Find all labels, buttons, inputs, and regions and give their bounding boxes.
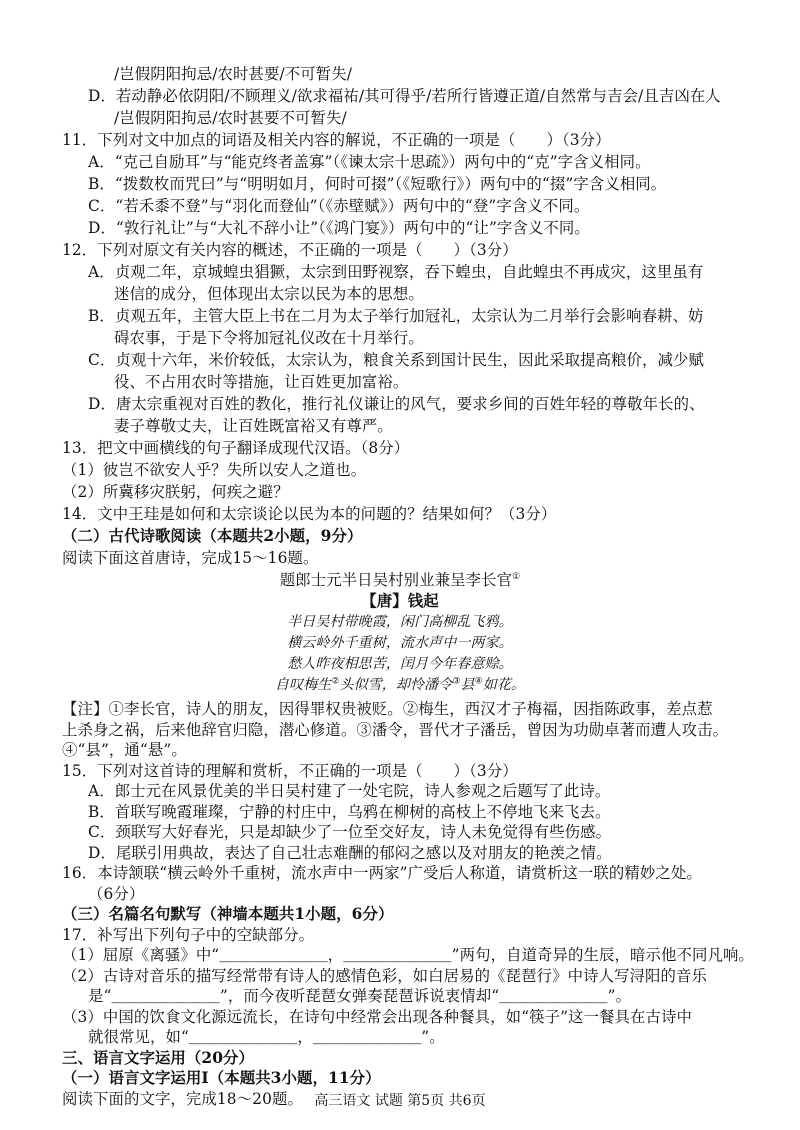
text-line: 12．下列对原文有关内容的概述，不正确的一项是（ ）（3分） (62, 241, 518, 259)
text-line: （1）屈原《离骚》中“＿＿＿＿＿＿＿，＿＿＿＿＿＿＿”两句，自道奇异的生辰，暗示他不同凡响。 (62, 946, 754, 964)
poem-author: 【唐】钱起 (361, 592, 439, 610)
poem-title: 题郎士元半日吴村别业兼呈李长官① (279, 571, 521, 589)
text-line: 迷信的成分，但体现出太宗以民为本的思想。 (114, 285, 424, 303)
text-line: 15．下列对这首诗的理解和赏析，不正确的一项是（ ）（3分） (62, 761, 518, 780)
text-line: /岂假阴阳拘忌/农时甚要不可暂失/ (114, 109, 347, 127)
text-line: C．贞观十六年，米价较低，太宗认为，粮食关系到国计民生，因此采取提高粮价，减少赋 (88, 351, 705, 369)
text-line: （二）古代诗歌阅读（本题共2小题，9分） (62, 527, 363, 545)
text-line: 妻子尊敬丈夫，让百姓既富裕又有尊严。 (114, 417, 393, 435)
text-line: （三）名篇名句默写（神墙本题共1小题，6分） (62, 905, 394, 923)
text-line: C．“若禾黍不登”与“羽化而登仙”（《赤壁赋》）两句中的“登”字含义不同。 (88, 197, 590, 215)
text-line: （2）所冀移灾朕躬，何疾之避？ (62, 483, 289, 501)
page-footer: 高三语文 试题 第5页 共6页 (314, 1093, 486, 1109)
poem-line: 横云岭外千重树，流水声中一两家。 (287, 635, 513, 651)
text-line: C．颈联写大好春光，只是却缺少了一位至交好友，诗人未免觉得有些伤感。 (88, 823, 612, 841)
text-line: （一）语言文字运用Ⅰ（本题共3小题，11分） (62, 1069, 381, 1087)
text-line: 上杀身之祸，后来他辞官归隐，潜心修道。③潘令，晋代才子潘岳，曾因为功勋卓著而遭人攻击。 (62, 720, 729, 739)
text-line: 阅读下面这首唐诗，完成15～16题。 (62, 549, 319, 567)
text-line: 役、不占用农时等措施，让百姓更加富裕。 (114, 373, 409, 391)
poem-line: 半日吴村带晚霞，闲门高柳乱飞鸦。 (287, 614, 513, 630)
text-line: ④“县”，通“悬”。 (62, 741, 187, 759)
text-line: 14．文中王珪是如何和太宗谈论以民为本的问题的？结果如何？（3分） (62, 505, 557, 523)
text-line: B．“拨数枚而咒曰”与“明明如月，何时可掇”（《短歌行》）两句中的“掇”字含义相同。 (88, 175, 667, 193)
text-line: A．贞观二年，京城蝗虫猖獗，太宗到田野视察，吞下蝗虫，自此蝗虫不再成灾，这里虽有 (88, 263, 704, 281)
text-line: A．“克己自励耳”与“能克终者盖寡”（《谏太宗十思疏》）两句中的“克”字含义相同。 (88, 153, 651, 171)
text-line: 碍农事，于是下令将加冠礼仪改在十月举行。 (114, 329, 424, 347)
text-line: 11．下列对文中加点的词语及相关内容的解说，不正确的一项是（ ）（3分） (62, 131, 611, 149)
text-line: 就很常见，如“＿＿＿＿＿＿＿，＿＿＿＿＿＿＿”。 (88, 1028, 445, 1046)
text-line: 【注】①李长官，诗人的朋友，因得罪权贵被贬。②梅生，西汉才子梅福，因指陈政事，差点惹 (62, 700, 713, 718)
text-line: 17．补写出下列句子中的空缺部分。 (62, 925, 315, 944)
text-line: B．首联写晚霞璀璨，宁静的村庄中，乌鸦在柳树的高枝上不停地飞来飞去。 (88, 802, 611, 821)
text-line: 是“＿＿＿＿＿＿＿”，而今夜听琵琶女弹奏琵琶诉说衷情却“＿＿＿＿＿＿＿”。 (88, 987, 632, 1005)
text-line: /岂假阴阳拘忌/农时甚要/不可暂失/ (114, 65, 353, 83)
text-line: D．若动静必依阴阳/不顾理义/欲求福祐/其可得乎/若所行皆遵正道/自然常与吉会/且吉凶在人 (88, 87, 721, 105)
text-line: （2）古诗对音乐的描写经常带有诗人的感情色彩，如白居易的《琵琶行》中诗人写浔阳的音乐 (62, 966, 708, 985)
text-line: A．郎士元在风景优美的半日吴村建了一处宅院，诗人参观之后题写了此诗。 (88, 782, 611, 800)
text-line: 三、语言文字运用（20分） (62, 1048, 255, 1067)
text-line: （3）中国的饮食文化源远流长，在诗句中经常会出现各种餐具，如“筷子”这一餐具在古诗中 (62, 1007, 692, 1026)
text-line: 16．本诗颔联“横云岭外千重树，流水声中一两家”广受后人称道，请赏析这一联的精妙之处。 (62, 864, 702, 882)
text-line: D．唐太宗重视对百姓的教化，推行礼仪谦让的风气，要求乡间的百姓年轻的尊敬年长的、 (88, 395, 705, 413)
text-line: D．尾联引用典故，表达了自己壮志难酬的郁闷之感以及对朋友的艳羡之情。 (88, 843, 612, 862)
text-line: 13．把文中画横线的句子翻译成现代汉语。（8分） (62, 439, 410, 457)
poem-line: 自叹梅生②头似雪，却怜潘令③县④如花。 (274, 676, 526, 693)
text-line: （6分） (88, 884, 145, 903)
text-line: B．贞观五年，主管大臣上书在二月为太子举行加冠礼，太宗认为二月举行会影响春耕、妨 (88, 307, 704, 325)
poem-line: 愁人昨夜相思苦，闰月今年春意赊。 (287, 656, 513, 672)
text-line: （1）彼岂不欲安人乎？失所以安人之道也。 (62, 461, 367, 479)
text-line: D．“敦行礼让”与“大礼不辞小让”（《鸿门宴》）两句中的“让”字含义不同。 (88, 219, 590, 237)
text-line: 阅读下面的文字，完成18～20题。 (62, 1089, 303, 1108)
